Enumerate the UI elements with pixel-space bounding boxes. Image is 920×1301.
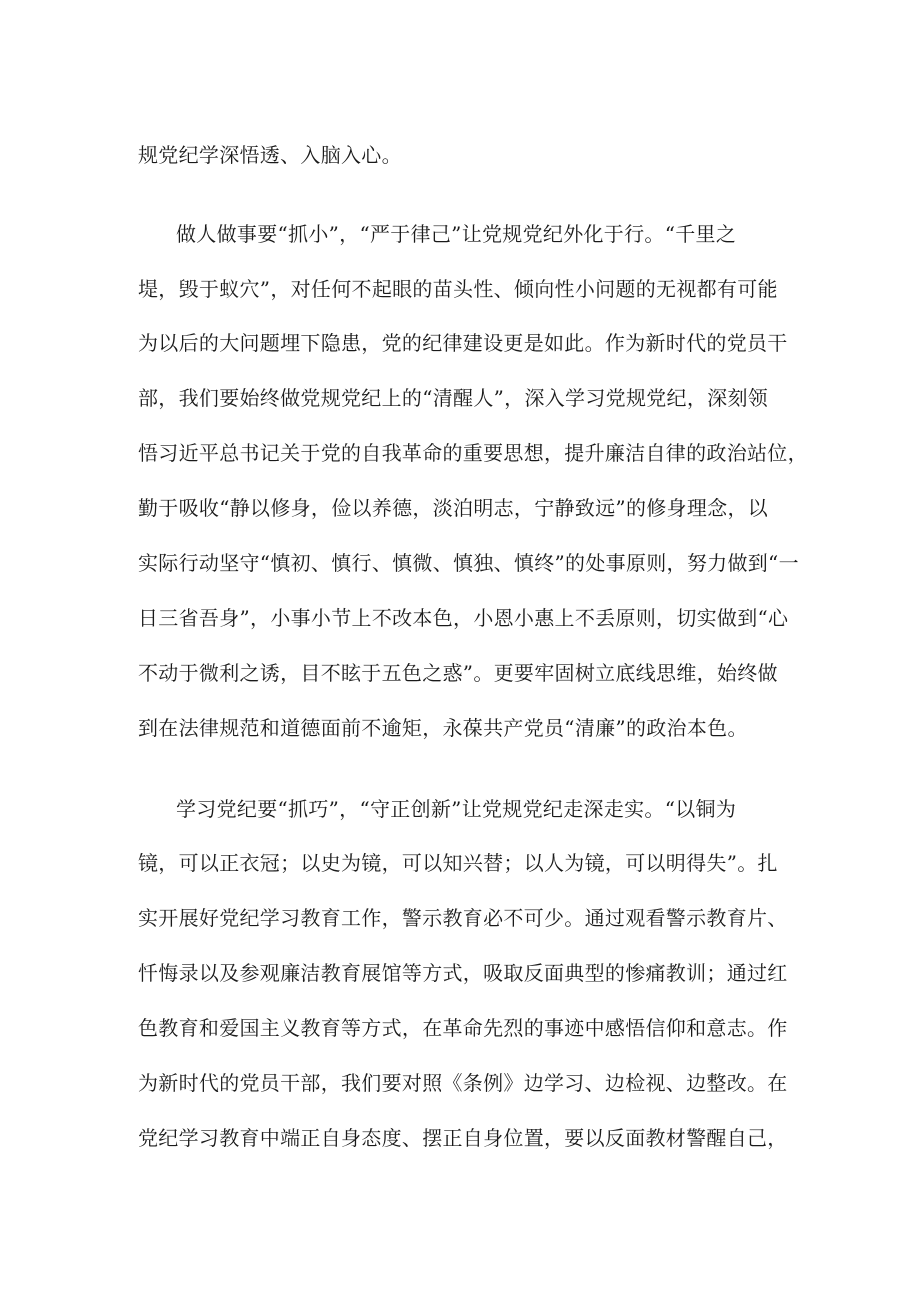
paragraph-3-line-2: 镜，可以正衣冠；以史为镜，可以知兴替；以人为镜，可以明得失”。扎 [138, 851, 778, 875]
paragraph-2-line-8: 日三省吾身”，小事小节上不改本色，小恩小惠上不丢原则，切实做到“心 [138, 606, 789, 630]
paragraph-3-line-1: 学习党纪要“抓巧”，“守正创新”让党规党纪走深走实。“以铜为 [176, 797, 737, 821]
paragraph-3-line-6: 为新时代的党员干部，我们要对照《条例》边学习、边检视、边整改。在 [138, 1071, 788, 1095]
paragraph-2-line-2: 堤，毁于蚁穴”，对任何不起眼的苗头性、倾向性小问题的无视都有可能 [138, 277, 778, 301]
paragraph-2-line-5: 悟习近平总书记关于党的自我革命的重要思想，提升廉洁自律的政治站位， [138, 441, 808, 465]
paragraph-2-line-7: 实际行动坚守“慎初、慎行、慎微、慎独、慎终”的处事原则，努力做到“一 [138, 551, 799, 575]
paragraph-2-line-3: 为以后的大问题埋下隐患，党的纪律建设更是如此。作为新时代的党员干 [138, 331, 788, 355]
paragraph-2-line-10: 到在法律规范和道德面前不逾矩，永葆共产党员“清廉”的政治本色。 [138, 716, 748, 740]
paragraph-3-line-4: 忏悔录以及参观廉洁教育展馆等方式，吸取反面典型的惨痛教训；通过红 [138, 961, 788, 985]
paragraph-2-line-6: 勤于吸收“静以修身，俭以养德，淡泊明志，宁静致远”的修身理念，以 [138, 496, 769, 520]
paragraph-2-line-4: 部，我们要始终做党规党纪上的“清醒人”，深入学习党规党纪，深刻领 [138, 386, 769, 410]
paragraph-1-line-1: 规党纪学深悟透、入脑入心。 [138, 143, 402, 167]
paragraph-3-line-7: 党纪学习教育中端正自身态度、摆正自身位置，要以反面教材警醒自己， [138, 1126, 788, 1150]
paragraph-2-line-1: 做人做事要“抓小”，“严于律己”让党规党纪外化于行。“千里之 [176, 222, 737, 246]
paragraph-3-line-5: 色教育和爱国主义教育等方式，在革命先烈的事迹中感悟信仰和意志。作 [138, 1016, 788, 1040]
paragraph-3-line-3: 实开展好党纪学习教育工作，警示教育必不可少。通过观看警示教育片、 [138, 906, 788, 930]
paragraph-2-line-9: 不动于微利之诱，目不眩于五色之惑”。更要牢固树立底线思维，始终做 [138, 661, 778, 685]
